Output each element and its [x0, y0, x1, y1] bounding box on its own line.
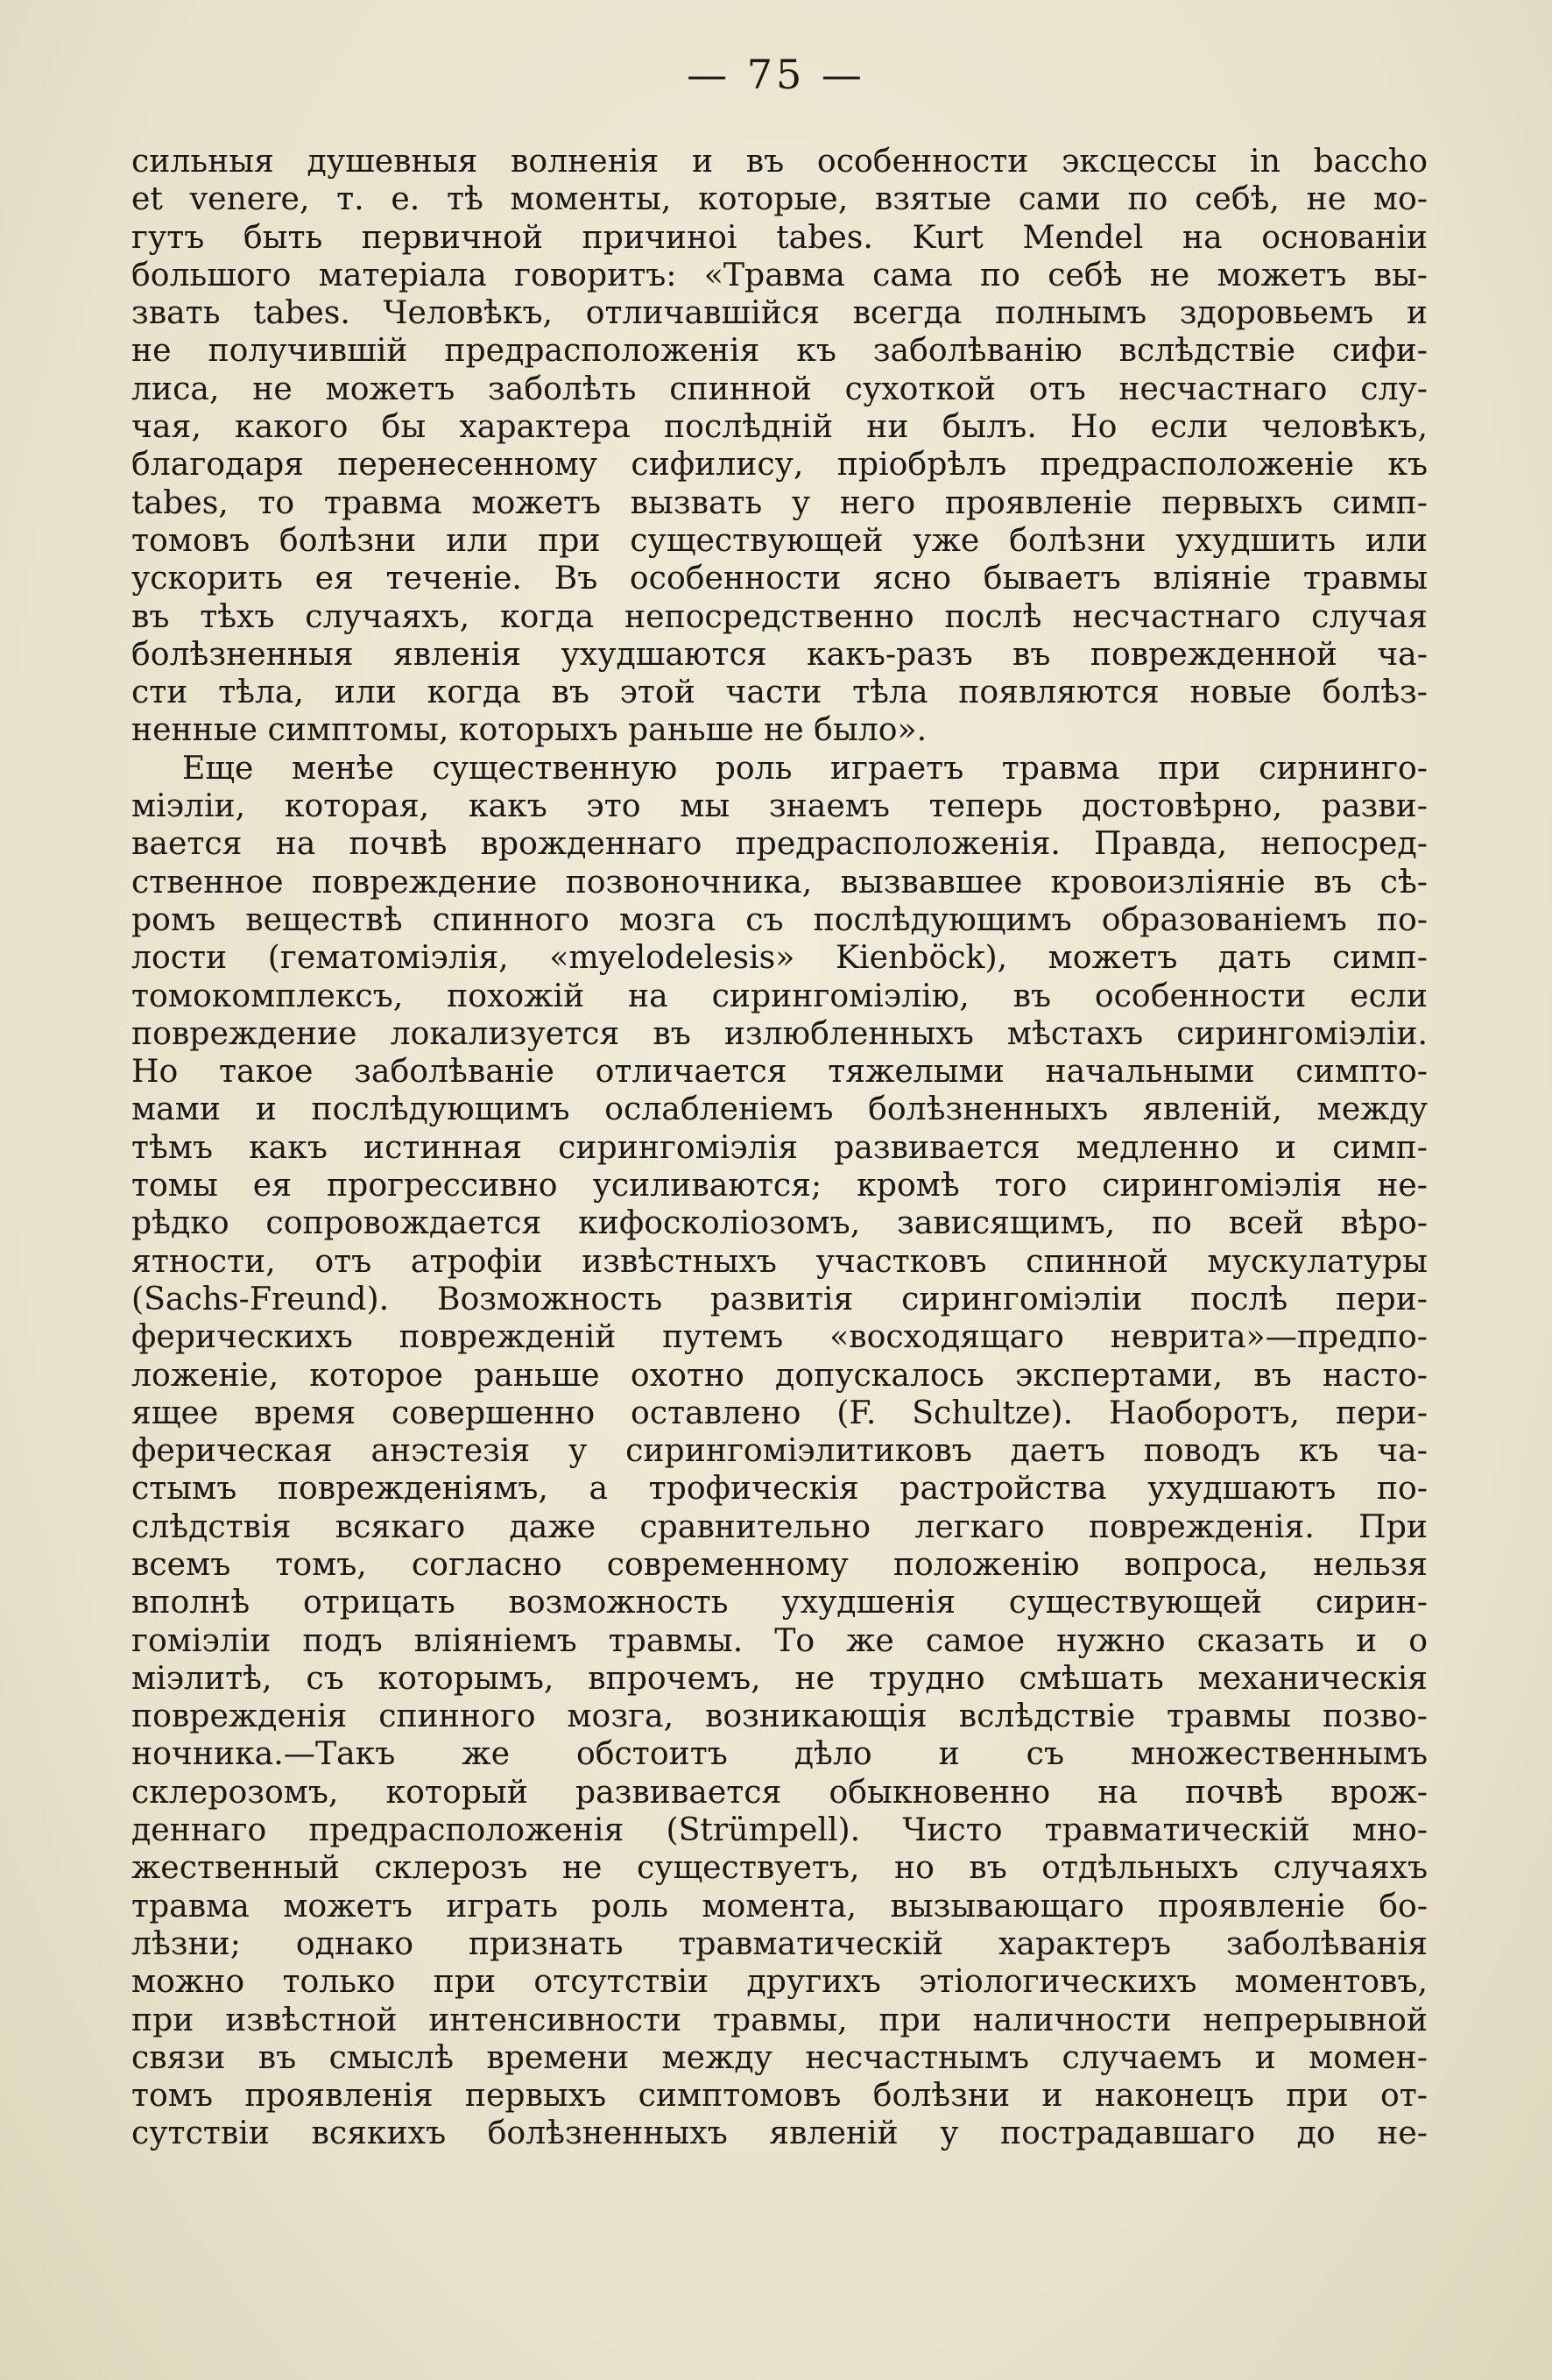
text-line: сти тѣла, или когда въ этой части тѣла появляются новые болѣз-	[131, 673, 1428, 711]
text-line: стымъ поврежденіямъ, а трофическія растройства ухудшаютъ по-	[131, 1469, 1428, 1508]
text-line: чая, какого бы характера послѣдній ни былъ. Но если человѣкъ,	[131, 407, 1428, 446]
text-line: ненные симптомы, которыхъ раньше не было».	[131, 710, 928, 749]
text-line: міэлитѣ, съ которымъ, впрочемъ, не трудно смѣшать механическія	[131, 1658, 1428, 1697]
body-text	[131, 142, 1428, 2152]
text-line: tabes, то травма можетъ вызвать у него проявленіе первыхъ симп-	[131, 483, 1428, 521]
text-line: не получившій предрасположенія къ заболѣванію вслѣдствіе сифи-	[131, 331, 1428, 370]
text-line: томовъ болѣзни или при существующей уже болѣзни ухудшить или	[131, 520, 1428, 559]
text-line: повреждение локализуется въ излюбленныхъ мѣстахъ сирингоміэліи.	[131, 1013, 1428, 1052]
text-line: et venere, т. е. тѣ моменты, которые, взятые сами по себѣ, не мо-	[131, 180, 1428, 218]
text-line: при извѣстной интенсивности травмы, при наличности непрерывной	[131, 2000, 1428, 2038]
text-line: можно только при отсутствіи другихъ этіологическихъ моментовъ,	[131, 1962, 1428, 2001]
text-line: (Sachs-Freund). Возможность развитія сирингоміэліи послѣ пери-	[131, 1279, 1428, 1317]
text-line: тѣмъ какъ истинная сирингоміэлія развивается медленно и симп-	[131, 1127, 1428, 1166]
text-line: Но такое заболѣваніе отличается тяжелыми начальными симпто-	[131, 1052, 1428, 1091]
text-line: сутствіи всякихъ болѣзненныхъ явленій у пострадавшаго до не-	[131, 2114, 1428, 2152]
text-line: ускорить ея теченіе. Въ особенности ясно бываетъ вліяніе травмы	[131, 559, 1428, 597]
text-line: томокомплексъ, похожій на сирингоміэлію, въ особенности если	[131, 976, 1428, 1014]
text-line: связи въ смыслѣ времени между несчастнымъ случаемъ и момен-	[131, 2037, 1428, 2076]
text-line: Еще менѣе существенную роль играетъ травма при сирнинго-	[182, 748, 1428, 787]
text-line: ственное повреждение позвоночника, вызвавшее кровоизліяніе въ сѣ-	[131, 862, 1428, 900]
text-line: вполнѣ отрицать возможность ухудшенія существующей сирин-	[131, 1583, 1428, 1621]
text-line: ложеніе, которое раньше охотно допускалось экспертами, въ насто-	[131, 1355, 1428, 1394]
text-line: деннаго предрасположенія (Strümpell). Чисто травматическій мно-	[131, 1811, 1428, 1849]
text-line: звать tabes. Человѣкъ, отличавшійся всегда полнымъ здоровьемъ и	[131, 293, 1428, 332]
paragraph	[131, 142, 1428, 749]
text-line: рѣдко сопровождается кифосколіозомъ, зависящимъ, по всей вѣро-	[131, 1204, 1428, 1242]
text-line: поврежденія спинного мозга, возникающія вслѣдствіе травмы позво-	[131, 1697, 1428, 1735]
text-line: всемъ томъ, согласно современному положенію вопроса, нельзя	[131, 1544, 1428, 1583]
text-line: болѣзненныя явленія ухудшаются какъ-разъ въ поврежденной ча-	[131, 634, 1428, 673]
paragraph	[131, 749, 1428, 2152]
text-line: жественный склерозъ не существуетъ, но въ отдѣльныхъ случаяхъ	[131, 1848, 1428, 1887]
page-number: — 75 —	[687, 51, 865, 98]
text-line: вается на почвѣ врожденнаго предрасположенія. Правда, непосред-	[131, 824, 1428, 863]
text-line: мами и послѣдующимъ ослабленіемъ болѣзненныхъ явленій, между	[131, 1090, 1428, 1128]
text-line: гутъ быть первичной причиноі tabes. Kurt Mendel на основаніи	[131, 217, 1428, 256]
text-line: травма можетъ играть роль момента, вызывающаго проявленіе бо-	[131, 1886, 1428, 1924]
text-line: міэліи, которая, какъ это мы знаемъ теперь достовѣрно, разви-	[131, 787, 1428, 825]
text-line: ятности, отъ атрофіи извѣстныхъ участковъ спинной мускулатуры	[131, 1241, 1428, 1280]
text-line: въ тѣхъ случаяхъ, когда непосредственно послѣ несчастнаго случая	[131, 597, 1428, 635]
text-line: томы ея прогрессивно усиливаются; кромѣ того сирингоміэлія не-	[131, 1166, 1428, 1204]
text-line: ночника.—Такъ же обстоитъ дѣло и съ множественнымъ	[131, 1734, 1428, 1773]
text-line: гоміэліи подъ вліяніемъ травмы. То же самое нужно сказать и о	[131, 1621, 1428, 1659]
text-line: томъ проявленія первыхъ симптомовъ болѣзни и наконецъ при от-	[131, 2076, 1428, 2115]
text-line: ромъ веществѣ спинного мозга съ послѣдующимъ образованіемъ по-	[131, 900, 1428, 938]
text-line: ящее время совершенно оставлено (F. Schultze). Наоборотъ, пери-	[131, 1393, 1428, 1431]
text-line: склерозомъ, который развивается обыкновенно на почвѣ врож-	[131, 1772, 1428, 1811]
text-line: лиса, не можетъ заболѣть спинной сухоткой отъ несчастнаго слу-	[131, 369, 1428, 407]
text-line: слѣдствія всякаго даже сравнительно легкаго поврежденія. При	[131, 1507, 1428, 1545]
text-line: благодаря перенесенному сифилису, пріобрѣлъ предрасположеніе къ	[131, 445, 1428, 484]
text-line: ферическихъ поврежденій путемъ «восходящаго неврита»—предпо-	[131, 1317, 1428, 1356]
text-line: сильныя душевныя волненія и въ особенности эксцессы in baccho	[131, 142, 1428, 180]
text-line: большого матеріала говоритъ: «Травма сама по себѣ не можетъ вы-	[131, 255, 1428, 293]
text-line: лѣзни; однако признать травматическій характеръ заболѣванія	[131, 1924, 1428, 1962]
text-line: ферическая анэстезія у сирингоміэлитиковъ даетъ поводъ къ ча-	[131, 1431, 1428, 1470]
text-line: лости (гематоміэлія, «myelodelesis» Kienböck), можетъ дать симп-	[131, 938, 1428, 977]
